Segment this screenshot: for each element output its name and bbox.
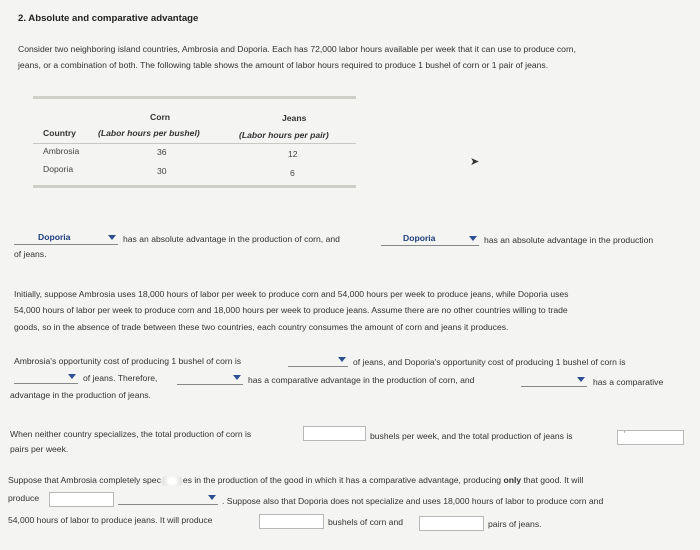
chevron-down-icon [208, 495, 216, 500]
section-title: 2. Absolute and comparative advantage [18, 13, 199, 24]
absolute-advantage-corn-dropdown[interactable] [14, 232, 118, 245]
doporia-jeans-production-input[interactable] [419, 516, 484, 531]
row-ambrosia-corn: 36 [157, 147, 167, 157]
q4-text-3c: pairs of jeans. [488, 519, 542, 529]
q1-text-2: has an absolute advantage in the production [484, 235, 654, 245]
mouse-cursor-icon: ➤ [470, 156, 480, 168]
q2-text-5: has a comparative [593, 377, 664, 387]
header-jeans-sub: (Labor hours per pair) [239, 130, 329, 140]
chevron-down-icon [469, 236, 477, 241]
q1-text-3: of jeans. [14, 249, 47, 259]
chevron-down-icon [68, 374, 76, 379]
row-doporia-corn: 30 [157, 166, 167, 176]
table-bottom-rule [33, 185, 356, 188]
ambrosia-opportunity-cost-dropdown[interactable] [288, 354, 348, 367]
q3-text-3: pairs per week. [10, 444, 69, 454]
q2-text-6: advantage in the production of jeans. [10, 390, 151, 400]
para2-line-1: Initially, suppose Ambrosia uses 18,000 hours of labor per week to produce corn and 54,000 hours per week to produce jeans, while Doporia uses [14, 289, 569, 299]
text-cursor-icon: ' [624, 430, 626, 439]
doporia-opportunity-cost-dropdown[interactable] [14, 371, 78, 384]
q4-text-1b: es in the production of the good in which it has a comparative advantage, producing [182, 475, 502, 485]
q2-text-4: has a comparative advantage in the production of corn, and [248, 375, 475, 385]
q4-text-2a: produce [8, 493, 40, 503]
row-ambrosia-country: Ambrosia [43, 146, 80, 156]
doporia-corn-production-input[interactable] [259, 514, 324, 529]
ambrosia-specialized-good-dropdown[interactable] [118, 492, 218, 505]
header-corn-sub: (Labor hours per bushel) [98, 128, 200, 138]
q4-line-1 [8, 475, 583, 486]
row-ambrosia-jeans: 12 [288, 149, 298, 159]
q4-text-3a: 54,000 hours of labor to produce jeans. It will produce [8, 515, 213, 525]
q4-text-1c: that good. It will [523, 475, 584, 485]
absolute-advantage-jeans-value: Doporia [403, 233, 436, 243]
intro-line-2: jeans, or a combination of both. The following table shows the amount of labor hours required to produce 1 bushel of corn or 1 pair of jeans. [18, 60, 549, 70]
chevron-down-icon [108, 235, 116, 240]
header-country: Country [43, 128, 76, 138]
comparative-advantage-corn-dropdown[interactable] [177, 372, 243, 385]
row-doporia-country: Doporia [43, 164, 74, 174]
row-doporia-jeans: 6 [290, 168, 295, 178]
q3-text-1: When neither country specializes, the total production of corn is [10, 429, 252, 439]
header-rule [33, 143, 356, 144]
ambrosia-specialized-quantity-input[interactable] [49, 492, 114, 507]
chevron-down-icon [233, 375, 241, 380]
intro-line-1: Consider two neighboring island countries, Ambrosia and Doporia. Each has 72,000 labor hours available per week that it can use to produce corn, [18, 44, 576, 54]
total-corn-production-input[interactable] [303, 426, 366, 441]
total-jeans-production-input[interactable] [617, 430, 684, 445]
absolute-advantage-corn-value: Doporia [38, 232, 71, 242]
header-corn: Corn [150, 112, 171, 122]
q4-text-2b: . Suppose also that Doporia does not specialize and uses 18,000 hours of labor to produce corn and [222, 496, 604, 506]
header-jeans: Jeans [282, 113, 307, 123]
table-top-rule [33, 96, 356, 99]
q3-text-2: bushels per week, and the total production of jeans is [370, 431, 573, 441]
para2-line-3: goods, so in the absence of trade between these two countries, each country consumes the amount of corn and jeans it produces. [14, 322, 509, 332]
q4-text-1a: Suppose that Ambrosia completely spec [8, 475, 161, 485]
absolute-advantage-jeans-dropdown[interactable] [381, 233, 479, 246]
chevron-down-icon [577, 377, 585, 382]
para2-line-2: 54,000 hours of labor per week to produce corn and 18,000 hours per week to produce jeans. Assume there are no other countries willing to trade [14, 305, 568, 315]
comparative-advantage-jeans-dropdown[interactable] [521, 374, 587, 387]
q4-text-3b: bushels of corn and [328, 517, 404, 527]
q2-text-1: Ambrosia's opportunity cost of producing 1 bushel of corn is [14, 356, 242, 366]
q4-only: only [503, 475, 522, 485]
chevron-down-icon [338, 357, 346, 362]
q2-text-2: of jeans, and Doporia's opportunity cost of producing 1 bushel of corn is [353, 357, 626, 367]
screen-glare [161, 476, 183, 486]
q1-text-1: has an absolute advantage in the production of corn, and [123, 234, 340, 244]
q2-text-3: of jeans. Therefore, [83, 373, 158, 383]
